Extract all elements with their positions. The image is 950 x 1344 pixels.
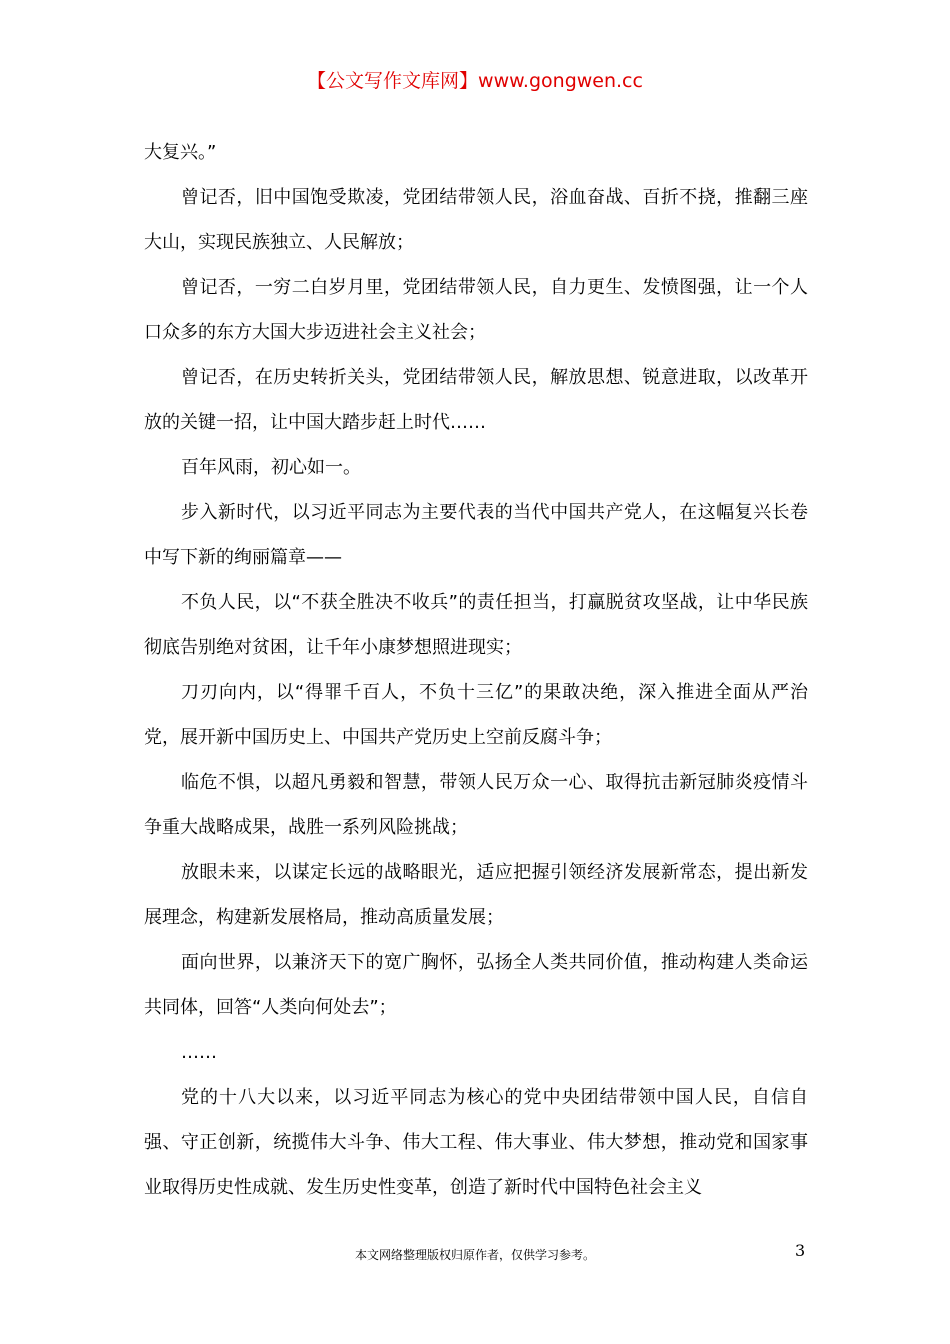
paragraph: 曾记否，一穷二白岁月里，党团结带领人民，自力更生、发愤图强，让一个人口众多的东方大国大步迈进社会主义社会； <box>144 277 808 343</box>
paragraph: 不负人民，以“不获全胜决不收兵”的责任担当，打赢脱贫攻坚战，让中华民族彻底告别绝对贫困，让千年小康梦想照进现实； <box>144 592 808 658</box>
paragraph: 曾记否，旧中国饱受欺凌，党团结带领人民，浴血奋战、百折不挠，推翻三座大山，实现民族独立、人民解放； <box>144 187 808 253</box>
paragraph: 步入新时代，以习近平同志为主要代表的当代中国共产党人，在这幅复兴长卷中写下新的绚丽篇章—— <box>144 502 808 568</box>
paragraph: 党的十八大以来，以习近平同志为核心的党中央团结带领中国人民，自信自强、守正创新，统揽伟大斗争、伟大工程、伟大事业、伟大梦想，推动党和国家事业取得历史性成就、发生历史性变革，创造了新时代中国特色社会主义 <box>144 1087 808 1198</box>
paragraph: 百年风雨，初心如一。 <box>181 457 361 478</box>
body-text <box>144 130 808 1210</box>
paragraph: 临危不惧，以超凡勇毅和智慧，带领人民万众一心、取得抗击新冠肺炎疫情斗争重大战略成果，战胜一系列风险挑战； <box>144 772 808 838</box>
footer-note: 本文网络整理版权归原作者，仅供学习参考。 <box>354 1248 595 1262</box>
site-header-text: 【公文写作文库网】www.gongwen.cc <box>307 70 643 92</box>
paragraph: 放眼未来，以谋定长远的战略眼光，适应把握引领经济发展新常态，提出新发展理念，构建新发展格局，推动高质量发展； <box>144 862 808 928</box>
paragraph: 刀刃向内，以“得罪千百人，不负十三亿”的果敢决绝，深入推进全面从严治党，展开新中国历史上、中国共产党历史上空前反腐斗争； <box>144 682 808 748</box>
site-header <box>0 66 950 96</box>
paragraph: 大复兴。” <box>144 142 217 163</box>
paragraph: 面向世界，以兼济天下的宽广胸怀，弘扬全人类共同价值，推动构建人类命运共同体，回答“人类向何处去”； <box>144 952 808 1018</box>
paragraph: …… <box>181 1042 217 1063</box>
paragraph: 曾记否，在历史转折关头，党团结带领人民，解放思想、锐意进取，以改革开放的关键一招，让中国大踏步赶上时代…… <box>144 367 808 433</box>
page-number: 3 <box>795 1241 806 1260</box>
